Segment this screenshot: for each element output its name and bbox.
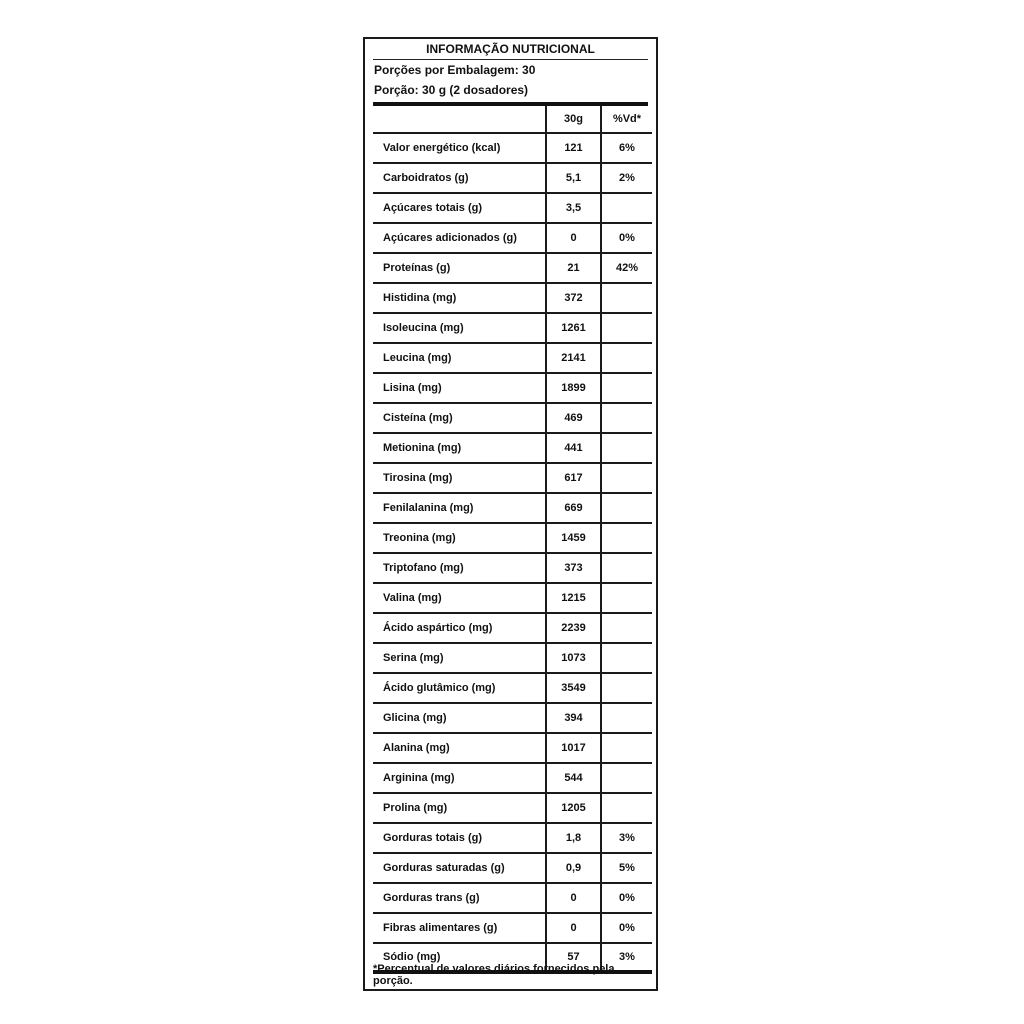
nutrient-name-cell: Leucina (mg) [383, 352, 452, 364]
nutrient-vd-cell [600, 314, 652, 342]
nutrient-vd-cell [600, 794, 652, 822]
table-row [373, 704, 652, 734]
nutrient-name-cell: Prolina (mg) [383, 802, 448, 814]
nutrient-vd-cell [600, 434, 652, 462]
nutrient-vd-cell [600, 764, 652, 792]
nutrient-amount-cell: 617 [545, 464, 600, 492]
nutrient-name-cell: Ácido glutâmico (mg) [383, 682, 496, 694]
nutrient-vd-cell [600, 704, 652, 732]
nutrient-amount-cell: 3549 [545, 674, 600, 702]
nutrient-amount-cell: 0 [545, 914, 600, 942]
nutrient-amount-cell: 121 [545, 134, 600, 162]
panel-title: INFORMAÇÃO NUTRICIONAL [426, 42, 595, 56]
table-row [373, 464, 652, 494]
nutrient-name-cell: Valina (mg) [383, 592, 442, 604]
nutrient-vd-cell: 2% [600, 164, 652, 192]
header-amount-cell: 30g [545, 106, 600, 132]
nutrient-vd-cell [600, 404, 652, 432]
table-row [373, 404, 652, 434]
table-row [373, 854, 652, 884]
nutrient-vd-cell [600, 494, 652, 522]
nutrient-name-cell: Cisteína (mg) [383, 412, 453, 424]
table-row [373, 914, 652, 944]
nutrient-vd-cell: 6% [600, 134, 652, 162]
nutrient-vd-cell [600, 584, 652, 612]
nutrient-vd-cell: 3% [600, 944, 652, 970]
nutrient-name-cell: Proteínas (g) [383, 262, 451, 274]
table-row [373, 554, 652, 584]
nutrient-vd-cell: 0% [600, 884, 652, 912]
nutrient-amount-cell: 1899 [545, 374, 600, 402]
nutrient-amount-cell: 1073 [545, 644, 600, 672]
nutrient-name-cell: Tirosina (mg) [383, 472, 453, 484]
table-row [373, 224, 652, 254]
nutrient-vd-cell [600, 284, 652, 312]
nutrient-name-cell: Carboidratos (g) [383, 172, 469, 184]
nutrient-vd-cell [600, 524, 652, 552]
table-row [373, 194, 652, 224]
nutrient-vd-cell [600, 734, 652, 762]
nutrient-amount-cell: 1215 [545, 584, 600, 612]
table-row [373, 524, 652, 554]
nutrient-amount-cell: 2239 [545, 614, 600, 642]
table-row [373, 284, 652, 314]
nutrient-amount-cell: 1205 [545, 794, 600, 822]
nutrient-amount-cell: 372 [545, 284, 600, 312]
nutrient-name-cell: Açúcares totais (g) [383, 202, 483, 214]
nutrient-vd-cell [600, 464, 652, 492]
nutrient-name-cell: Fenilalanina (mg) [383, 502, 474, 514]
table-row [373, 674, 652, 704]
nutrient-vd-cell [600, 614, 652, 642]
nutrient-name-cell: Lisina (mg) [383, 382, 442, 394]
nutrient-vd-cell: 3% [600, 824, 652, 852]
nutrient-name-cell: Sódio (mg) [383, 951, 441, 963]
footnote: *Percentual de valores diários fornecidos pela porção. [373, 963, 615, 987]
table-row [373, 134, 652, 164]
nutrient-name-cell: Histidina (mg) [383, 292, 457, 304]
header-name-cell [373, 106, 545, 132]
nutrient-name-cell: Valor energético (kcal) [383, 142, 501, 154]
nutrition-table [373, 106, 652, 974]
table-row [373, 434, 652, 464]
table-row [373, 764, 652, 794]
table-row [373, 794, 652, 824]
nutrient-amount-cell: 1017 [545, 734, 600, 762]
nutrient-vd-cell: 42% [600, 254, 652, 282]
nutrient-amount-cell: 469 [545, 404, 600, 432]
table-row [373, 494, 652, 524]
nutrient-name-cell: Serina (mg) [383, 652, 444, 664]
nutrient-amount-cell: 669 [545, 494, 600, 522]
nutrient-amount-cell: 394 [545, 704, 600, 732]
servings-per-package: Porções por Embalagem: 30 [374, 63, 536, 77]
nutrient-vd-cell [600, 644, 652, 672]
nutrient-amount-cell: 5,1 [545, 164, 600, 192]
title-divider [373, 59, 648, 60]
nutrient-name-cell: Metionina (mg) [383, 442, 462, 454]
nutrient-vd-cell: 0% [600, 224, 652, 252]
nutrient-vd-cell [600, 344, 652, 372]
nutrient-name-cell: Triptofano (mg) [383, 562, 464, 574]
table-row [373, 644, 652, 674]
nutrient-vd-cell: 5% [600, 854, 652, 882]
table-header-row [373, 106, 652, 134]
nutrient-amount-cell: 21 [545, 254, 600, 282]
nutrient-amount-cell: 441 [545, 434, 600, 462]
nutrient-name-cell: Ácido aspártico (mg) [383, 622, 493, 634]
table-row [373, 164, 652, 194]
nutrient-amount-cell: 373 [545, 554, 600, 582]
nutrient-amount-cell: 1,8 [545, 824, 600, 852]
nutrient-amount-cell: 2141 [545, 344, 600, 372]
nutrient-amount-cell: 0,9 [545, 854, 600, 882]
table-row [373, 344, 652, 374]
nutrient-name-cell: Isoleucina (mg) [383, 322, 464, 334]
nutrient-name-cell: Açúcares adicionados (g) [383, 232, 517, 244]
table-row [373, 734, 652, 764]
table-row [373, 254, 652, 284]
nutrient-name-cell: Gorduras totais (g) [383, 832, 483, 844]
header-vd-cell: %Vd* [600, 106, 652, 132]
nutrient-name-cell: Gorduras saturadas (g) [383, 862, 505, 874]
table-row [373, 614, 652, 644]
nutrient-vd-cell [600, 554, 652, 582]
nutrient-amount-cell: 544 [545, 764, 600, 792]
nutrition-facts-panel [363, 37, 658, 991]
nutrient-amount-cell: 3,5 [545, 194, 600, 222]
nutrient-name-cell: Arginina (mg) [383, 772, 455, 784]
nutrient-vd-cell [600, 194, 652, 222]
nutrient-name-cell: Glicina (mg) [383, 712, 447, 724]
nutrient-name-cell: Alanina (mg) [383, 742, 450, 754]
nutrient-vd-cell [600, 374, 652, 402]
table-row [373, 374, 652, 404]
nutrient-amount-cell: 57 [545, 944, 600, 970]
nutrient-name-cell: Treonina (mg) [383, 532, 456, 544]
nutrient-name-cell: Fibras alimentares (g) [383, 922, 498, 934]
serving-size: Porção: 30 g (2 dosadores) [374, 83, 529, 97]
nutrient-vd-cell: 0% [600, 914, 652, 942]
table-row [373, 884, 652, 914]
nutrient-amount-cell: 1459 [545, 524, 600, 552]
nutrient-name-cell: Gorduras trans (g) [383, 892, 480, 904]
nutrient-vd-cell [600, 674, 652, 702]
table-row [373, 314, 652, 344]
nutrient-amount-cell: 1261 [545, 314, 600, 342]
table-row [373, 584, 652, 614]
table-row [373, 824, 652, 854]
nutrient-amount-cell: 0 [545, 224, 600, 252]
nutrient-amount-cell: 0 [545, 884, 600, 912]
